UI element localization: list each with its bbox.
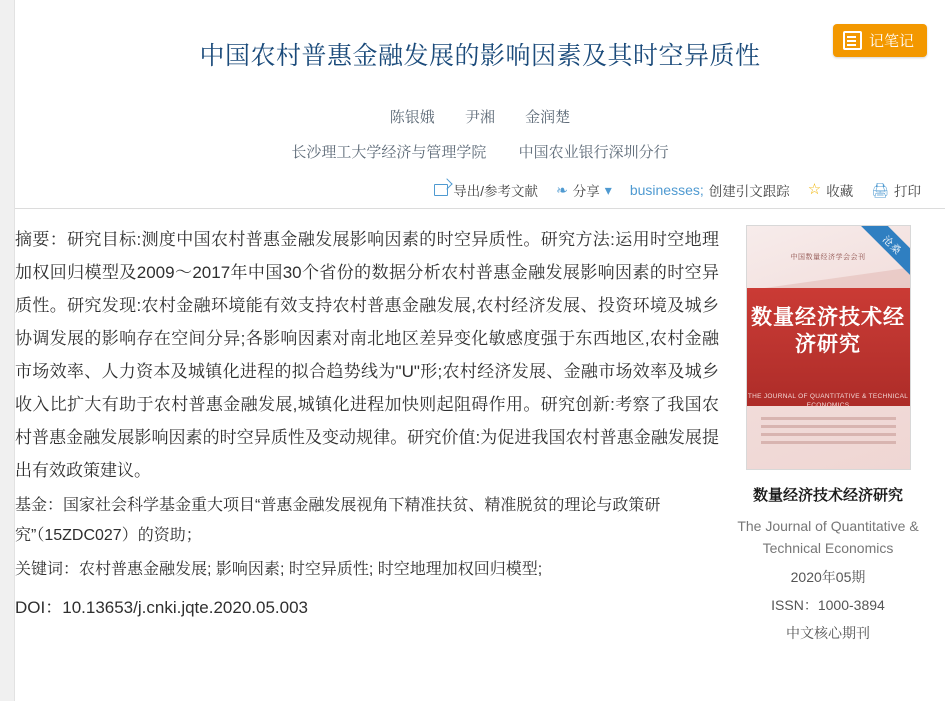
page-title: 中国农村普惠金融发展的影响因素及其时空异质性 <box>199 41 761 70</box>
cover-chinese-title: 数量经济技术经济研究 <box>751 305 905 356</box>
print-label: 打印 <box>894 183 921 199</box>
organization-link[interactable]: 长沙理工大学经济与管理学院 <box>291 143 487 161</box>
keyword-link[interactable]: 时空异质性 <box>288 560 369 578</box>
abstract-paragraph <box>15 223 719 487</box>
star-icon: ☆ <box>807 181 822 198</box>
export-icon <box>434 184 448 196</box>
author-list <box>15 106 945 127</box>
abstract-text: 研究目标:测度中国农村普惠金融发展影响因素的时空异质性。研究方法:运用时空地理加权回归模型及2009～2017年中国30个省份的数据分析农村普惠金融发展影响因素的时空异质性。研究发现:农村金融环境能有效支持农村普惠金融发展,农村经济发展、投资环境及城乡协调发展的影响存在空间分异;各影响因素对南北地区差异变化敏感度强于东西地区,农村金融市场效率、人力资本及城镇化进程的拟合趋势线为"U"形;农村经济发展、金融市场效率及城乡收入比扩大有助于农村普惠金融发展,城镇化进程加快则起阻碍作用。研究创新:考察了我国农村普惠金融发展影响因素的时空异质性及变动规律。研究价值:为促进我国农村普惠金融发展提出有效政策建议。 <box>15 229 720 480</box>
export-references-label: 导出/参考文献 <box>453 183 539 199</box>
keywords-label: 关键词： <box>15 560 80 578</box>
fund-label: 基金： <box>15 496 64 514</box>
keyword-link[interactable]: 影响因素 <box>215 560 280 578</box>
bell-icon: businesses; <box>629 181 704 198</box>
left-gutter <box>0 0 15 701</box>
article-toolbar <box>15 180 945 209</box>
abstract-label: 摘要： <box>15 229 68 249</box>
print-button[interactable] <box>871 180 921 200</box>
take-note-button[interactable] <box>833 24 927 57</box>
article-body <box>15 209 945 643</box>
title-row <box>15 0 945 90</box>
cover-bottom-bars <box>761 417 896 447</box>
journal-issn: ISSN：1000-3894 <box>771 596 885 613</box>
article-content <box>15 0 945 701</box>
author-link[interactable]: 陈银娥 <box>389 108 435 126</box>
journal-name[interactable]: 数量经济技术经济研究 <box>752 486 903 504</box>
journal-core-badge: 中文核心期刊 <box>786 624 870 641</box>
take-note-label: 记笔记 <box>868 33 914 50</box>
favorite-button[interactable] <box>808 180 853 200</box>
journal-issue[interactable]: 2020年05期 <box>790 568 866 585</box>
print-icon: 🖨 <box>871 181 889 198</box>
cover-top-line: 中国数量经济学会会刊 <box>790 253 866 261</box>
favorite-label: 收藏 <box>826 183 854 199</box>
citation-alert-button[interactable] <box>630 180 790 200</box>
cover-corner-badge: 沧桑 <box>855 225 910 282</box>
doi-label: DOI： <box>15 597 63 617</box>
keyword-link[interactable]: 时空地理加权回归模型 <box>377 560 538 578</box>
doi-value: 10.13653/j.cnki.jqte.2020.05.003 <box>62 597 308 617</box>
citation-alert-label: 创建引文跟踪 <box>708 183 790 199</box>
share-button[interactable] <box>556 180 612 200</box>
organization-link[interactable]: 中国农业银行深圳分行 <box>518 143 669 161</box>
note-icon <box>843 31 862 50</box>
export-references-button[interactable] <box>434 180 538 200</box>
keywords-paragraph: 关键词：农村普惠金融发展; 影响因素; 时空异质性; 时空地理加权回归模型; <box>15 560 543 578</box>
journal-panel <box>735 223 921 643</box>
doi-paragraph <box>15 593 719 623</box>
journal-english-name: The Journal of Quantitative & Technical Economics <box>737 517 919 556</box>
share-label: 分享 <box>572 183 600 199</box>
share-icon: ❧ <box>556 181 568 198</box>
author-link[interactable]: 金润楚 <box>525 108 571 126</box>
chevron-down-icon: ▾ <box>604 181 612 198</box>
keyword-link[interactable]: 农村普惠金融发展 <box>79 560 208 578</box>
cover-english-title: THE JOURNAL OF QUANTITATIVE & TECHNICAL ECONOMICS <box>747 392 909 409</box>
abstract-column <box>15 223 735 643</box>
fund-paragraph <box>15 491 719 551</box>
fund-text: 国家社会科学基金重大项目“普惠金融发展视角下精准扶贫、精准脱贫的理论与政策研究”（15ZDC027）的资助； <box>15 496 661 544</box>
organization-list <box>15 141 945 162</box>
author-link[interactable]: 尹湘 <box>464 108 495 126</box>
journal-cover-image[interactable] <box>746 225 911 470</box>
